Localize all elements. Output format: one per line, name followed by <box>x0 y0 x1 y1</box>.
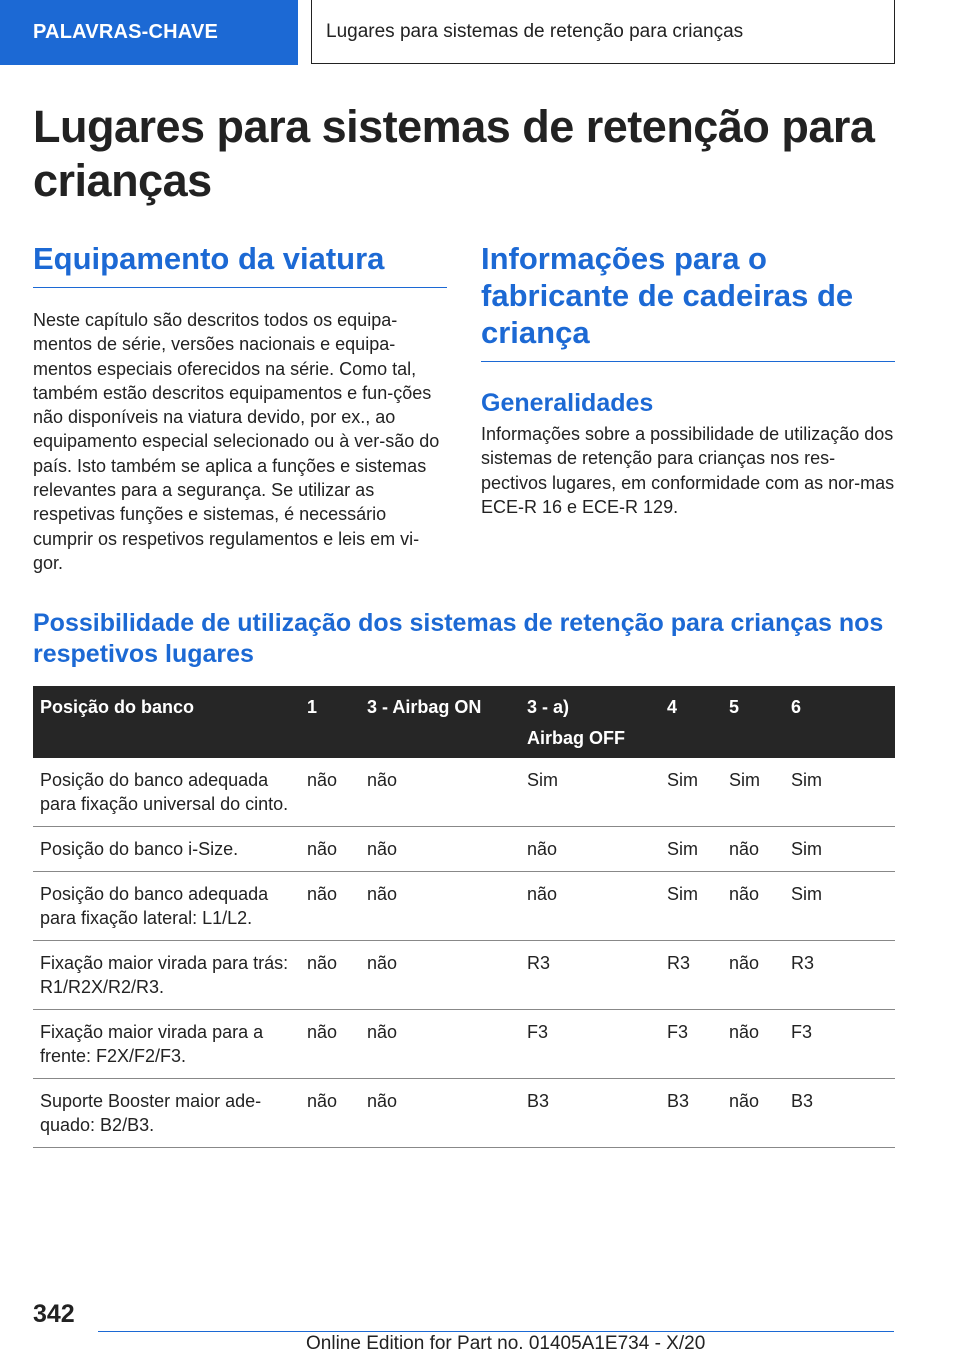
table-cell: não <box>722 872 784 941</box>
table-cell: Sim <box>722 758 784 827</box>
table-header-cell <box>300 686 360 758</box>
table-cell: não <box>520 872 660 941</box>
table-cell: Sim <box>784 758 895 827</box>
table-cell: não <box>300 758 360 827</box>
table-header-cell <box>784 686 895 758</box>
general-text: Informações sobre a possibilidade de utilização dos sistemas de retenção para crianças nos res-pectivos lugares, em conformidade com as nor-mas ECE-R 16 e ECE-R 129. <box>481 424 895 517</box>
table-cell: não <box>360 872 520 941</box>
table-cell: não <box>360 941 520 1010</box>
table-cell: não <box>722 941 784 1010</box>
section-tab[interactable]: PALAVRAS-CHAVE <box>0 0 298 65</box>
table-cell: F3 <box>660 1010 722 1079</box>
right-column <box>481 240 895 519</box>
header-sublabel: Airbag OFF <box>527 728 625 748</box>
table-row <box>33 827 895 872</box>
table-cell: B3 <box>784 1079 895 1148</box>
equipment-heading: Equipamento da viatura <box>33 240 447 288</box>
seat-position-table <box>33 686 895 1148</box>
header-label: 6 <box>791 697 802 717</box>
footer-edition-text: Online Edition for Part no. 01405A1E734 - X/20 <box>306 1333 706 1354</box>
table-cell: Posição do banco adequada para fixação lateral: L1/L2. <box>33 872 300 941</box>
table-row <box>33 941 895 1010</box>
table-row <box>33 1010 895 1079</box>
table-row <box>33 872 895 941</box>
table-cell: B3 <box>660 1079 722 1148</box>
table-cell: B3 <box>520 1079 660 1148</box>
table-header-cell <box>360 686 520 758</box>
table-cell: não <box>722 1010 784 1079</box>
header-label: 5 <box>729 697 740 717</box>
left-column <box>33 240 447 575</box>
table-cell: Sim <box>660 827 722 872</box>
section-title: Possibilidade de utilização dos sistemas de retenção para crianças nos respetivos lugares <box>33 609 884 668</box>
breadcrumb: Lugares para sistemas de retenção para crianças <box>311 0 895 64</box>
table-cell: Fixação maior virada para a frente: F2X/F2/F3. <box>33 1010 300 1079</box>
header-label: 1 <box>307 697 318 717</box>
table-cell: não <box>300 1079 360 1148</box>
table-header-row <box>33 686 895 758</box>
table-header-cell <box>660 686 722 758</box>
table-cell: R3 <box>660 941 722 1010</box>
table-row <box>33 758 895 827</box>
table-header-cell <box>520 686 660 758</box>
table-row <box>33 1079 895 1148</box>
table-header-cell <box>33 686 300 758</box>
table-cell: Sim <box>784 827 895 872</box>
table-header-cell <box>722 686 784 758</box>
table-cell: não <box>300 827 360 872</box>
table-cell: Sim <box>660 758 722 827</box>
table-cell: não <box>360 1079 520 1148</box>
page-number: 342 <box>33 1300 75 1328</box>
table-cell: não <box>300 872 360 941</box>
header-label: 4 <box>667 697 678 717</box>
header-label: Posição do banco <box>40 697 195 717</box>
table-cell: Fixação maior virada para trás: R1/R2X/R2/R3. <box>33 941 300 1010</box>
table-cell: Sim <box>660 872 722 941</box>
table-cell: Posição do banco adequada para fixação universal do cinto. <box>33 758 300 827</box>
general-subheading: Generalidades <box>481 389 654 417</box>
header-label: 3 - Airbag ON <box>367 697 482 717</box>
table-cell: não <box>722 827 784 872</box>
table-cell: não <box>722 1079 784 1148</box>
table-cell: não <box>360 1010 520 1079</box>
equipment-text: Neste capítulo são descritos todos os equipa-mentos de série, versões nacionais e equipa-mentos especiais oferecidos na série. Como tal, também estão descritos equipamentos e fun-ções não disponíveis na viatura devido, por ex., ao equipamento especial selecionado ou à ver-são do país. Isto também se aplica a funções e sistemas relevantes para a segurança. Se utilizar as respetivas funções e sistemas, é necessário cumprir os respetivos regulamentos e leis em vi-gor. <box>33 310 440 573</box>
table-cell: Posição do banco i-Size. <box>33 827 300 872</box>
table-cell: não <box>300 1010 360 1079</box>
table-cell: F3 <box>520 1010 660 1079</box>
table-cell: Sim <box>784 872 895 941</box>
table-cell: R3 <box>784 941 895 1010</box>
table-cell: não <box>300 941 360 1010</box>
table-cell: não <box>520 827 660 872</box>
table-cell: Sim <box>520 758 660 827</box>
header-label: 3 - a) <box>527 697 570 717</box>
manufacturer-info-heading: Informações para o fabricante de cadeiras de criança <box>481 240 895 362</box>
table-cell: não <box>360 827 520 872</box>
table-cell: R3 <box>520 941 660 1010</box>
table-cell: F3 <box>784 1010 895 1079</box>
page-title: Lugares para sistemas de retenção para crianças <box>33 101 875 206</box>
table-cell: Suporte Booster maior ade-quado: B2/B3. <box>33 1079 300 1148</box>
top-bar <box>0 0 960 66</box>
table-cell: não <box>360 758 520 827</box>
footer-divider <box>98 1331 894 1332</box>
